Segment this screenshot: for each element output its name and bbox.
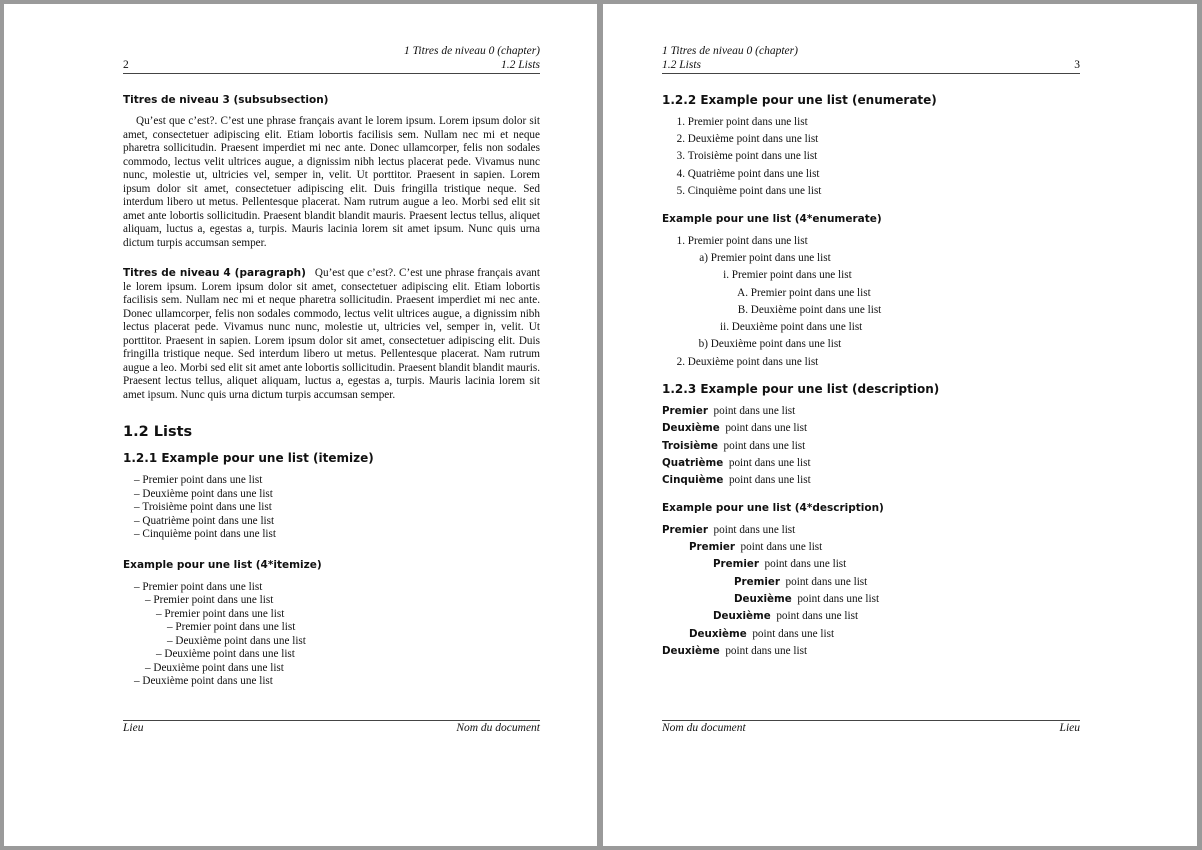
list-item: 2. Deuxième point dans une list [672, 132, 818, 146]
description-item: Cinquième point dans une list [662, 474, 811, 486]
header-rule [662, 73, 1080, 74]
list-item: B. Deuxième point dans une list [733, 303, 881, 317]
description-title: 1.2.3 Example pour une list (description) [662, 382, 940, 396]
dash-marker: – [134, 474, 140, 486]
description-term: Premier [662, 524, 708, 536]
header-rule [123, 73, 540, 74]
description-item: Deuxième point dans une list [713, 610, 859, 622]
description-item: Deuxième point dans une list [662, 645, 808, 657]
list-item: – Troisième point dans une list [134, 501, 272, 513]
paragraph-block [123, 267, 540, 402]
list-marker: A. [737, 287, 748, 299]
description-item: Quatrième point dans une list [662, 457, 811, 469]
list-marker: 2. [676, 356, 685, 368]
description-item: Deuxième point dans une list [734, 593, 880, 605]
dash-marker: – [134, 581, 140, 593]
description-item: Premier point dans une list [713, 558, 847, 570]
list-marker: 1. [676, 235, 685, 247]
header-chapter: 1 Titres de niveau 0 (chapter) [662, 45, 798, 57]
list-item: – Premier point dans une list [134, 581, 263, 593]
list-item: 1. Premier point dans une list [672, 115, 808, 129]
dash-marker: – [134, 528, 140, 540]
dash-marker: – [167, 621, 173, 633]
list-item: – Deuxième point dans une list [134, 675, 273, 687]
page-right [603, 4, 1197, 846]
footer-left: Lieu [123, 722, 144, 734]
list-item: – Premier point dans une list [134, 474, 263, 486]
nested-enumerate-title: Example pour une list (4*enumerate) [662, 213, 882, 225]
description-term: Deuxième [662, 422, 720, 434]
description-term: Deuxième [662, 645, 720, 657]
list-item: – Cinquième point dans une list [134, 528, 277, 540]
header-page-number: 2 [123, 59, 129, 71]
list-item: a) Premier point dans une list [695, 251, 831, 265]
description-term: Deuxième [713, 610, 771, 622]
enumerate-title: 1.2.2 Example pour une list (enumerate) [662, 93, 937, 107]
dash-marker: – [167, 635, 173, 647]
list-marker: b) [698, 338, 708, 350]
list-item: – Premier point dans une list [156, 608, 285, 620]
itemize-title: 1.2.1 Example pour une list (itemize) [123, 451, 374, 465]
footer-right: Nom du document [456, 722, 540, 734]
list-marker: a) [699, 252, 708, 264]
list-marker: 1. [676, 116, 685, 128]
dash-marker: – [134, 501, 140, 513]
list-item: 5. Cinquième point dans une list [672, 184, 821, 198]
nested-itemize-title: Example pour une list (4*itemize) [123, 559, 322, 571]
description-term: Quatrième [662, 457, 724, 469]
list-item: – Deuxième point dans une list [156, 648, 295, 660]
dash-marker: – [156, 648, 162, 660]
paragraph-text: Qu’est que c’est?. C’est une phrase français avant le lorem ipsum. Lorem ipsum dolor sit amet, consectetuer adipiscing elit. Etiam lobortis facilisis sem. Nullam nec mi et neque pharetra sollicitudin. Praesent imperdiet mi nec ante. Donec ullamcorper, felis non sodales commodo, lectus velit ultrices augue, a dignissim nibh lectus placerat pede. Vivamus nunc nunc, molestie ut, ultricies vel, semper in, velit. Ut porttitor. Praesent in sapien. Lorem ipsum dolor sit amet, consectetuer adipiscing elit. Duis fringilla tristique neque. Sed interdum libero ut metus. Pellentesque placerat. Nam rutrum augue a leo. Morbi sed elit sit amet ante lobortis sollicitudin. Praesent blandit blandit mauris. Praesent lectus tellus, aliquet aliquam, luctus a, egestas a, turpis. Mauris lacinia lorem sit amet ipsum. Nunc quis urna dictum turpis accumsan semper. [123, 267, 540, 401]
list-marker: 5. [676, 185, 685, 197]
description-item: Premier point dans une list [734, 576, 868, 588]
description-term: Premier [713, 558, 759, 570]
description-item: Deuxième point dans une list [689, 628, 835, 640]
list-marker: 4. [676, 168, 685, 180]
list-marker: 3. [676, 150, 685, 162]
list-item: b) Deuxième point dans une list [695, 337, 841, 351]
list-item: – Quatrième point dans une list [134, 515, 275, 527]
description-item: Premier point dans une list [662, 524, 796, 536]
dash-marker: – [134, 488, 140, 500]
subsubsection-title: Titres de niveau 3 (subsubsection) [123, 94, 329, 106]
list-item: 3. Troisième point dans une list [672, 149, 817, 163]
list-item: 1. Premier point dans une list [672, 234, 808, 248]
dash-marker: – [145, 662, 151, 674]
footer-rule [123, 720, 540, 721]
list-marker: 2. [676, 133, 685, 145]
description-term: Premier [689, 541, 735, 553]
list-item: – Premier point dans une list [167, 621, 296, 633]
header-page-number: 3 [1074, 59, 1080, 71]
list-item: – Deuxième point dans une list [167, 635, 306, 647]
description-term: Cinquième [662, 474, 724, 486]
list-marker: i. [723, 269, 729, 281]
dash-marker: – [156, 608, 162, 620]
list-item: i. Premier point dans une list [715, 268, 852, 282]
list-item: A. Premier point dans une list [733, 286, 871, 300]
subsubsection-text: Qu’est que c’est?. C’est une phrase français avant le lorem ipsum. Lorem ipsum dolor sit amet, consectetuer adipiscing elit. Etiam lobortis facilisis sem. Nullam nec mi et neque pharetra sollicitudin. Praesent imperdiet mi nec ante. Donec ullamcorper, felis non sodales commodo, lectus velit ultrices augue, a dignissim nibh lectus placerat pede. Vivamus nunc nunc, molestie ut, ultricies vel, semper in, velit. Ut porttitor. Praesent in sapien. Lorem ipsum dolor sit amet, consectetuer adipiscing elit. Duis fringilla tristique neque. Sed interdum libero ut metus. Pellentesque placerat. Nam rutrum augue a leo. Morbi sed elit sit amet ante lobortis sollicitudin. Praesent blandit blandit mauris. Praesent lectus tellus, aliquet aliquam, luctus a, egestas a, turpis. Mauris lacinia lorem sit amet ipsum. Nunc quis urna dictum turpis accumsan semper. [123, 115, 540, 249]
description-term: Premier [662, 405, 708, 417]
dash-marker: – [134, 515, 140, 527]
footer-left: Nom du document [662, 722, 746, 734]
dash-marker: – [145, 594, 151, 606]
list-item: 2. Deuxième point dans une list [672, 355, 818, 369]
description-item: Premier point dans une list [662, 405, 796, 417]
list-marker: ii. [719, 321, 729, 333]
description-term: Troisième [662, 440, 718, 452]
nested-description-title: Example pour une list (4*description) [662, 502, 884, 514]
description-item: Premier point dans une list [689, 541, 823, 553]
list-item: – Deuxième point dans une list [145, 662, 284, 674]
header-section: 1.2 Lists [501, 59, 540, 71]
header-chapter: 1 Titres de niveau 0 (chapter) [404, 45, 540, 57]
description-term: Deuxième [734, 593, 792, 605]
description-term: Deuxième [689, 628, 747, 640]
page-left [4, 4, 597, 846]
list-item: – Deuxième point dans une list [134, 488, 273, 500]
description-item: Deuxième point dans une list [662, 422, 808, 434]
list-marker: B. [737, 304, 748, 316]
footer-rule [662, 720, 1080, 721]
paragraph-title: Titres de niveau 4 (paragraph) [123, 267, 306, 279]
description-term: Premier [734, 576, 780, 588]
dash-marker: – [134, 675, 140, 687]
list-item: – Premier point dans une list [145, 594, 274, 606]
list-item: 4. Quatrième point dans une list [672, 167, 820, 181]
footer-right: Lieu [1059, 722, 1080, 734]
header-section: 1.2 Lists [662, 59, 701, 71]
section-title: 1.2 Lists [123, 424, 193, 440]
description-item: Troisième point dans une list [662, 440, 806, 452]
list-item: ii. Deuxième point dans une list [715, 320, 862, 334]
